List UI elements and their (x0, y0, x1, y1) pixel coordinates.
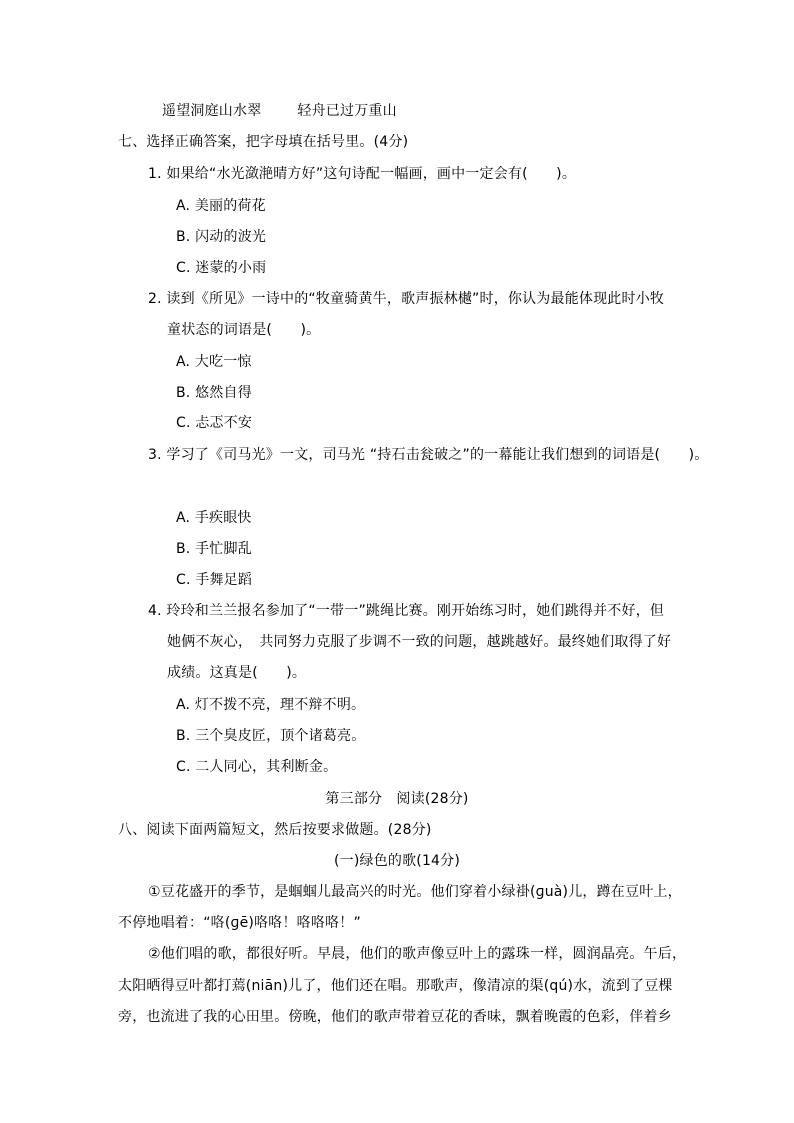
q2-option-b: B. 悠然自得 (176, 385, 252, 401)
para2-line2: 太阳晒得豆叶都打蔫(niān)儿了，他们还在唱。那歌声，像清凉的渠(qú)水，流到了豆棵 (118, 978, 673, 994)
q2-option-a: A. 大吃一惊 (176, 354, 252, 370)
q4-stem-line1: 4. 玲玲和兰兰报名参加了“一带一”跳绳比赛。刚开始练习时，她们跳得并不好，但 (148, 603, 665, 619)
q4-option-a: A. 灯不拨不亮，理不辩不明。 (176, 697, 366, 713)
q4-stem-line2: 她俩不灰心， 共同努力克服了步调不一致的问题，越跳越好。最终她们取得了好 (167, 634, 672, 650)
q4-option-b: B. 三个臭皮匠，顶个诸葛亮。 (176, 728, 366, 744)
q3-stem: 3. 学习了《司马光》一文，司马光 “持石击瓮破之”的一幕能让我们想到的词语是( )。 (148, 447, 709, 463)
para1-line1: ①豆花盛开的季节，是蝈蝈儿最高兴的时光。他们穿着小绿褂(ɡuà)儿，蹲在豆叶上， (148, 884, 682, 900)
para1-line2: 不停地唱着：“咯(ɡē)咯咯！咯咯咯！” (118, 915, 361, 931)
passage-title: (一)绿色的歌(14分) (333, 853, 461, 869)
q4-option-c: C. 二人同心，其利断金。 (176, 759, 338, 775)
poem-line (162, 104, 397, 118)
q2-stem-line1: 2. 读到《所见》一诗中的“牧童骑黄牛，歌声振林樾”时，你认为最能体现此时小牧 (148, 291, 665, 307)
q2-stem-line2: 童状态的词语是( )。 (167, 322, 321, 338)
q3-option-c: C. 手舞足蹈 (176, 572, 253, 588)
poem-right: 轻舟已过万重山 (297, 103, 397, 119)
section7-heading: 七、选择正确答案，把字母填在括号里。(4分) (118, 134, 409, 150)
q3-option-a: A. 手疾眼快 (176, 510, 252, 526)
q3-option-b: B. 手忙脚乱 (176, 541, 252, 557)
q1-stem: 1. 如果给“水光潋滟晴方好”这句诗配一幅画，画中一定会有( )。 (148, 166, 577, 182)
q1-option-b: B. 闪动的波光 (176, 229, 267, 245)
q1-option-a: A. 美丽的荷花 (176, 198, 266, 214)
para2-line1: ②他们唱的歌，都很好听。早晨，他们的歌声像豆叶上的露珠一样，圆润晶亮。午后， (148, 946, 687, 962)
para2-line3: 旁，也流进了我的心田里。傍晚，他们的歌声带着豆花的香味，飘着晚霞的色彩，伴着乡 (118, 1009, 672, 1025)
section8-heading: 八、阅读下面两篇短文，然后按要求做题。(28分) (118, 822, 432, 838)
q1-option-c: C. 迷蒙的小雨 (176, 260, 267, 276)
q2-option-c: C. 忐忑不安 (176, 415, 253, 431)
q4-stem-line3: 成绩。这真是( )。 (167, 665, 307, 681)
poem-left: 遥望洞庭山水翠 (162, 103, 262, 119)
part3-title: 第三部分 阅读(28分) (325, 791, 469, 807)
